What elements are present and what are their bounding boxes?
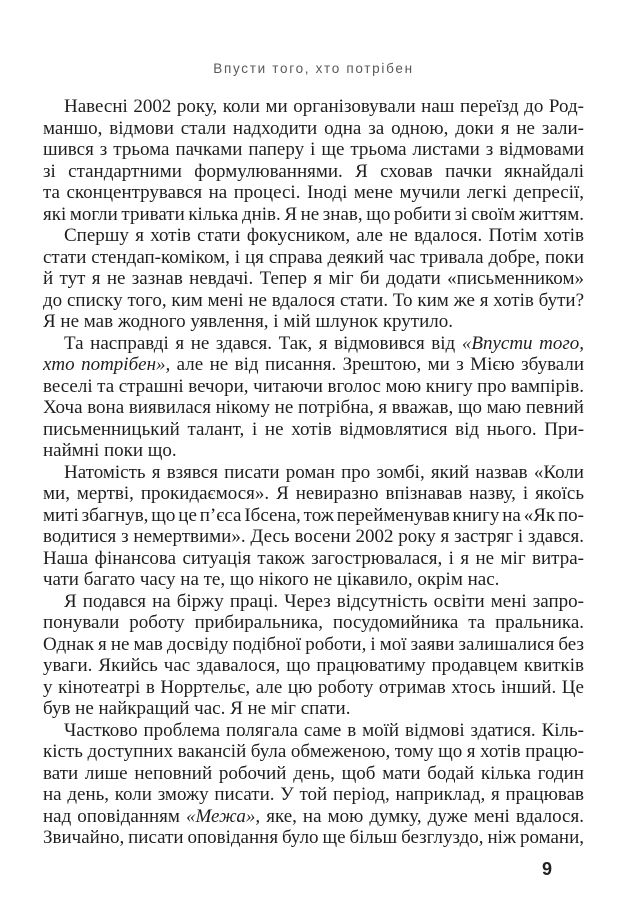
text-line: водитися з немертвими». Десь восени 2002 року я застряг і здався. <box>43 526 584 547</box>
text-line: маншо, відмови стали надходити одна за одною, доки я не зали- <box>43 117 584 139</box>
text-line: Спершу я хотів стати фокусником, але не вдалося. Потім хотів <box>64 225 585 246</box>
text-line: Хоча вона виявилася нікому не потрібна, я вважав, що маю певний <box>43 397 584 418</box>
text-line: Навесні 2002 року, коли ми організовували наш переїзд до Род- <box>64 96 584 117</box>
page-number: 9 <box>541 859 552 879</box>
text-line: вати лише неповний робочий день, щоб мати бодай кілька годин <box>43 762 584 784</box>
text-line: веселі та страшні вечори, читаючи вголос мою книгу про вампірів. <box>43 375 584 397</box>
text-line: зі стандартними формулюваннями. Я сховав пачки якнайдалі <box>43 160 585 182</box>
text-line: був не найкращий час. Я не міг спати. <box>43 698 351 719</box>
text-line: наймні поки що. <box>43 440 177 461</box>
text-line: ми, мертві, прокидаємося». Я невиразно впізнавав назву, і якоїсь <box>43 483 584 504</box>
paragraph <box>43 96 584 225</box>
text-line: уваги. Якийсь час здавалося, що працюватиму продавцем квитків <box>43 655 585 676</box>
text-line: шився з трьома пачками паперу і ще трьома листами з відмовами <box>43 139 585 160</box>
text-line: на день, коли зможу писати. У той період, наприклад, я працював <box>43 784 585 805</box>
text-line: кість доступних вакансій була обмеженою, тому що я хотів працю- <box>43 741 584 762</box>
text-line: хто потрібен», але не від писання. Зрештою, ми з Мією збували <box>43 354 585 375</box>
text-line: й тут я не зазнав невдачі. Тепер я міг би додати «письменником» <box>43 268 584 289</box>
text-line: письменницький талант, і не хотів відмовлятися від нього. При- <box>43 418 585 440</box>
text-line: до списку того, ким мені не вдалося стати. То ким же я хотів бути? <box>43 289 585 311</box>
text-line: Частково проблема полягала саме в моїй відмові здатися. Кіль- <box>64 719 584 741</box>
text-line: у кінотеатрі в Норртельє, але цю роботу отримав хтось інший. Це <box>43 676 584 698</box>
paragraph <box>43 591 584 720</box>
text-line: Однак я не мав досвіду подібної роботи, і мої заяви залишалися без <box>43 633 584 655</box>
paragraph <box>43 333 584 462</box>
text-line: Наша фінансова ситуація також загострювалася, і я не міг витра- <box>43 547 584 569</box>
text-line: та сконцентрувався на процесі. Іноді мене мучили легкі депресії, <box>43 182 585 203</box>
text-line: над оповіданням «Межа», яке, на мою думку, дуже мені вдалося. <box>43 805 584 827</box>
paragraph <box>43 225 584 333</box>
text-line: миті збагнув, що це п’єса Ібсена, тож перейменував книгу на «Як по- <box>43 504 584 526</box>
text-line: Я не мав жодного уявлення, і мій шлунок крутило. <box>43 311 454 332</box>
text-line: стати стендап-коміком, і ця справа деякий час тривала добре, поки <box>43 246 585 268</box>
body-text <box>43 96 584 849</box>
running-head: Впусти того, хто потрібен <box>213 61 414 76</box>
text-line: Та насправді я не здався. Так, я відмовився від «Впусти того, <box>64 332 585 354</box>
text-line: Натомість я взявся писати роман про зомбі, який назвав «Коли <box>64 461 584 483</box>
text-line: понували роботу прибиральника, посудомийника та пральника. <box>43 612 585 633</box>
text-line: Звичайно, писати оповідання було ще більш безглуздо, ніж романи, <box>43 827 584 848</box>
text-line: чати багато часу на те, що нікого не цікавило, окрім нас. <box>43 569 500 590</box>
paragraph <box>43 462 584 591</box>
text-line: Я подався на біржу праці. Через відсутність освіти мені запро- <box>64 590 584 612</box>
text-line: які могли тривати кілька днів. Я не знав, що робити зі своїм життям. <box>43 203 584 225</box>
paragraph <box>43 720 584 849</box>
